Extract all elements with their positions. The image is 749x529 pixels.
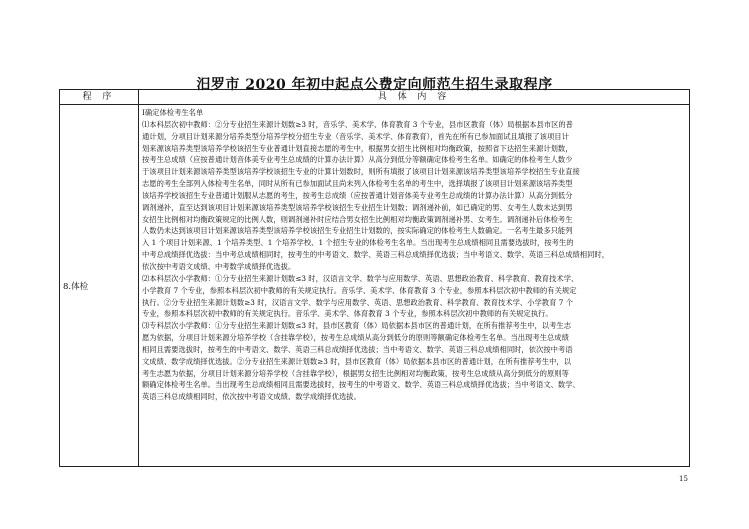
content-line: 通计划，分项目计划来源分培养类型分培养学校分招生专业（音乐学、美术学、体育教育），首先在所有已参加面试且填报了该项目计: [142, 131, 569, 141]
step-text: 8.体检: [63, 281, 89, 292]
header-procedure: 程 序: [82, 92, 116, 102]
content-line: 志愿的考生全部列入体检考生名单，同时从所有已参加面试且尚未列入体检考生名单的考生中，选择填报了该项目计划来源该培养类型: [142, 179, 573, 189]
header-content: 具 体 内 容: [377, 92, 451, 102]
procedure-table: [59, 89, 690, 467]
content-line: 小学教育 7 个专业，参照本科层次初中教师的有关规定执行。音乐学、美术学、体育教育 3 个专业，参照本科层次初中教师的有关规定: [142, 285, 577, 295]
content-line: 专业，参照本科层次初中教师的有关规定执行。音乐学、美术学、体育教育 3 个专业，参照本科层次初中教师的有关规定执行。: [142, 309, 553, 319]
content-line: 文成绩、数学成绩择优选拔。②分专业招生来源计划数≥3 时，县市区教育（体）局依据本县市区的普通计划，在所有推荐考生中，以: [142, 356, 571, 366]
content-line: 该培养学校该招生专业普通计划服从志愿的考生，按考生总成绩（应按普通计划音体美专业考生总成绩的计算办法计算）从高分到低分: [142, 190, 573, 200]
content-line: 愿为依据，分项目计划来源分培养学校（含挂靠学校），按考生总成绩从高分到低分的原则等额确定体检考生名单。当出现考生总成绩: [142, 333, 569, 343]
content-line: 相同且需要选拔时，按考生的中考语文、数学、英语三科总成绩择优选拔；当中考语文、数学、英语三科总成绩相同时，依次按中考语: [142, 344, 573, 354]
content-line: ⑵本科层次小学教师：①分专业招生来源计划数≤3 时，汉语言文学、数学与应用数学、英语、思想政治教育、科学教育、教育技术学、: [142, 273, 579, 283]
content-line: 划来源该培养类型该培养学校该招生专业普通计划直接志愿的考生中，根据男女招生比例相对均衡政策，按照省下达招生来源计划数，: [142, 143, 573, 153]
content-line: ⑶专科层次小学教师：①分专业招生来源计划数≤3 时，县市区教育（体）局依据本县市区的普通计划，在所有推荐考生中，以考生志: [142, 321, 571, 331]
step-content: [142, 107, 686, 403]
content-line: 额确定体检考生名单。当出现考生总成绩相同且需要选拔时，按考生的中考语文、数学、英语三科总成绩择优选拔；当中考语文、数学、: [142, 380, 580, 390]
content-line: 中考总成绩择优选拔：当中考总成绩相同时，按考生的中考语文、数学、英语三科总成绩择优选拔；当中考语文、数学、英语三科总成绩相同时，: [142, 250, 609, 260]
page-number: 15: [679, 475, 688, 483]
content-line: 依次按中考语文成绩、中考数学成绩择优选拔。: [142, 261, 296, 271]
content-line: 按考生总成绩（应按普通计划音体美专业考生总成绩的计算办法计算）从高分到低分等额确定体检考生名单。如确定的体检考生人数少: [142, 155, 573, 165]
content-line: 入 1 个项目计划来源、1 个培养类型、1 个培养学校、1 个招生专业的体检考生名单。当出现考生总成绩相同且需要选拔时，按考生的: [142, 238, 574, 248]
content-line: Ⅰ确定体检考生名单: [142, 108, 204, 117]
content-line: ⑴本科层次初中教师：②分专业招生来源计划数≥3 时，音乐学、美术学、体育教育 3 个专业，县市区教育（体）局根据本县市区的普: [142, 119, 573, 129]
content-line: 英语三科总成绩相同时，依次按中考语文成绩、数学成绩择优选拔。: [142, 392, 361, 402]
content-line: 考生志愿为依据，分项目计划来源分培养学校（含挂靠学校），根据男女招生比例相对均衡政策，按考生总成绩从高分到低分的原则等: [142, 368, 569, 378]
content-line: 于该项目计划来源该培养类型该培养学校该招生专业的计算计划数时，则所有填报了该项目计划来源该培养类型该培养学校招生专业直接: [142, 167, 580, 177]
content-line: 女招生比例相对均衡政策规定的比例人数，则调剂递补时应结合男女招生比例相对均衡政策调剂递补男、女考生。调剂递补后体检考生: [142, 214, 573, 224]
content-line: 调剂递补，直至达到该项目计划来源该培养类型该培养学校该招生专业招生计划数；调剂递补前，如已确定的男、女考生人数未达到男: [142, 202, 573, 212]
step-label: [60, 105, 138, 466]
content-line: 人数仍未达到该项目计划来源该培养类型该培养学校该招生专业招生计划数的，按实际确定的体检考生人数确定。一名考生最多只能列: [142, 226, 573, 236]
column-divider: [138, 90, 139, 466]
content-line: 执行。②分专业招生来源计划数≥3 时，汉语言文学、数学与应用数学、英语、思想政治教育、科学教育、教育技术学、小学教育 7 个: [142, 297, 573, 307]
table-header: [60, 90, 689, 105]
document-title: 汨罗市 2020 年初中起点公费定向师范生招生录取程序: [196, 77, 553, 93]
